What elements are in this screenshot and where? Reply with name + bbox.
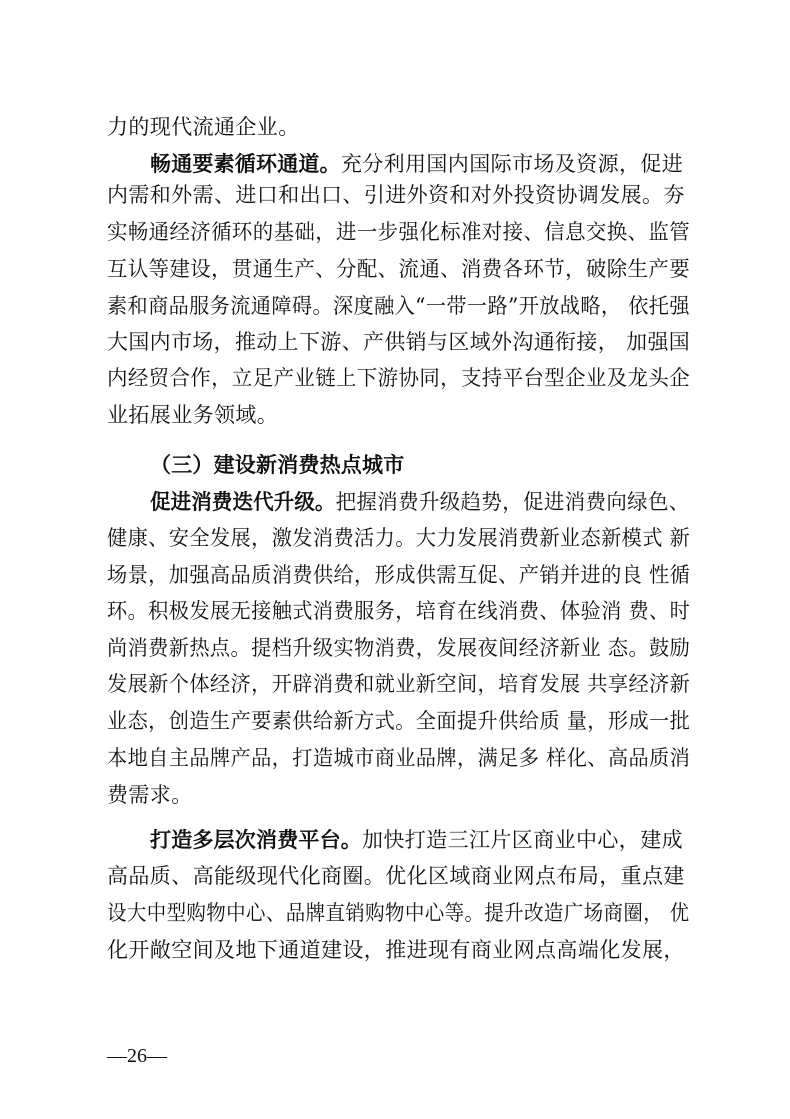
text-line <box>107 291 690 321</box>
line-text: 业拓展业务领域。 <box>107 403 279 427</box>
text-line <box>107 560 690 590</box>
line-text: 健康、安全发展，激发消费活力。大力发展消费新业态新模式 新 <box>107 526 691 550</box>
line-text: 加快打造三江片区商业中心，建成 <box>362 828 683 852</box>
line-text: 高品质、高能级现代化商圈。优化区域商业网点布局，重点建 <box>107 864 685 888</box>
text-line <box>107 669 690 699</box>
paragraph-heading-line <box>150 825 683 855</box>
line-text: 内需和外需、进口和出口、引进外资和对外投资协调发展。夯 <box>107 183 685 207</box>
text-line <box>107 633 690 663</box>
text-line <box>107 363 690 393</box>
line-text: 化开敞空间及地下通道建设，推进现有商业网点高端化发展， <box>107 938 685 962</box>
line-text: 内经贸合作，立足产业链上下游协同，支持平台型企业及龙头企 <box>107 366 691 390</box>
line-text: 素和商品服务流通障碍。深度融入“一带一路”开放战略， 依托强 <box>107 294 690 318</box>
line-text: 场景，加强高品质消费供给，形成供需互促、产销并进的良 性循 <box>107 563 691 587</box>
line-text: 发展新个体经济，开辟消费和就业新空间，培育发展 共享经济新 <box>107 672 691 696</box>
paragraph-heading: 打造多层次消费平台。 <box>150 828 362 852</box>
paragraph-heading: 畅通要素循环通道。 <box>150 152 341 176</box>
line-text: 把握消费升级趋势，促进消费向绿色、 <box>335 490 690 514</box>
line-text: 力的现代流通企业。 <box>107 115 300 139</box>
line-text: 尚消费新热点。提档升级实物消费，发展夜间经济新业 态。鼓励 <box>107 636 691 660</box>
line-text: 业态，创造生产要素供给新方式。全面提升供给质 量，形成一批 <box>107 709 691 733</box>
text-line <box>107 217 690 247</box>
line-text: 设大中型购物中心、品牌直销购物中心等。提升改造广场商圈， 优 <box>107 901 690 925</box>
section-heading: （三）建设新消费热点城市 <box>150 453 405 477</box>
text-line <box>107 743 690 773</box>
text-line <box>107 254 690 284</box>
paragraph-heading-line <box>150 149 683 179</box>
line-text: 互认等建设，贯通生产、分配、流通、消费各环节，破除生产要 <box>107 257 691 281</box>
line-text: 环。积极发展无接触式消费服务，培育在线消费、体验消 费、时 <box>107 599 691 623</box>
section-heading-line <box>150 450 404 480</box>
text-line <box>107 596 690 626</box>
line-text: 本地自主品牌产品，打造城市商业品牌，满足多 样化、高品质消 <box>107 746 691 770</box>
text-line <box>107 935 685 965</box>
text-line <box>107 861 685 891</box>
line-text: 充分利用国内国际市场及资源，促进 <box>340 152 684 176</box>
text-line <box>107 400 278 430</box>
line-text: 大国内市场，推动上下游、产供销与区域外沟通衔接， 加强国 <box>107 330 691 354</box>
text-line <box>107 327 690 357</box>
text-line <box>107 898 689 928</box>
text-line <box>107 780 193 810</box>
paragraph-heading: 促进消费迭代升级。 <box>150 490 336 514</box>
text-line <box>107 523 690 553</box>
text-line <box>107 112 300 142</box>
text-line <box>107 706 690 736</box>
paragraph-heading-line <box>150 487 690 517</box>
line-text: 实畅通经济循环的基础，进一步强化标准对接、信息交换、监管 <box>107 220 691 244</box>
line-text: 费需求。 <box>107 783 193 807</box>
text-line <box>107 180 685 210</box>
page-number: —26— <box>107 1045 167 1067</box>
